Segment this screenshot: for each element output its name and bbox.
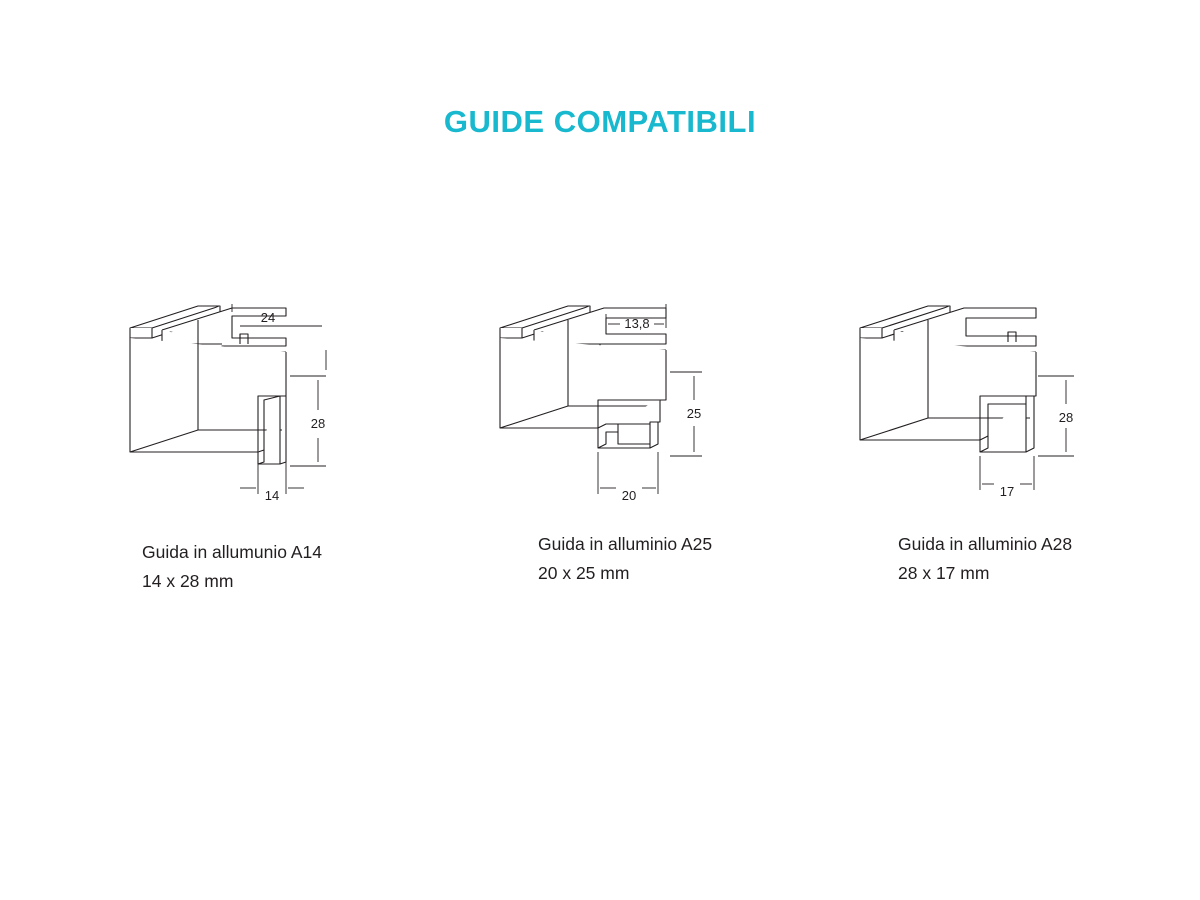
dimension-right-label-a14: 28 — [310, 416, 326, 431]
dimension-bottom-label-a28: 17 — [999, 484, 1015, 499]
dimension-bottom-label-a14: 14 — [264, 488, 280, 503]
profile-drawing-a25 — [480, 300, 780, 530]
profile-caption-a14 — [142, 538, 322, 596]
profile-name-a14: Guida in allumunio A14 — [142, 542, 322, 562]
dimension-right-label-a28: 28 — [1058, 410, 1074, 425]
profile-item-a25 — [480, 300, 860, 620]
dimension-bottom-label-a25: 20 — [621, 488, 637, 503]
profiles-row — [0, 300, 1200, 620]
profile-item-a14 — [90, 300, 470, 620]
profile-item-a28 — [840, 300, 1200, 620]
dimension-top-label-a14: 24 — [260, 310, 276, 325]
profile-drawing-a28 — [840, 300, 1140, 530]
dimension-top-label-a25: 13,8 — [624, 316, 650, 331]
profile-drawing-a14 — [90, 300, 390, 530]
dimension-right-label-a25: 25 — [686, 406, 702, 421]
page-title: GUIDE COMPATIBILI — [443, 104, 757, 139]
profile-caption-a25 — [538, 530, 712, 588]
profile-name-a25: Guida in alluminio A25 — [538, 534, 713, 554]
profile-caption-a28 — [898, 530, 1072, 588]
profile-name-a28: Guida in alluminio A28 — [898, 534, 1073, 554]
profile-size-a28: 28 x 17 mm — [898, 563, 990, 583]
profile-size-a14: 14 x 28 mm — [142, 571, 234, 591]
profile-size-a25: 20 x 25 mm — [538, 563, 630, 583]
